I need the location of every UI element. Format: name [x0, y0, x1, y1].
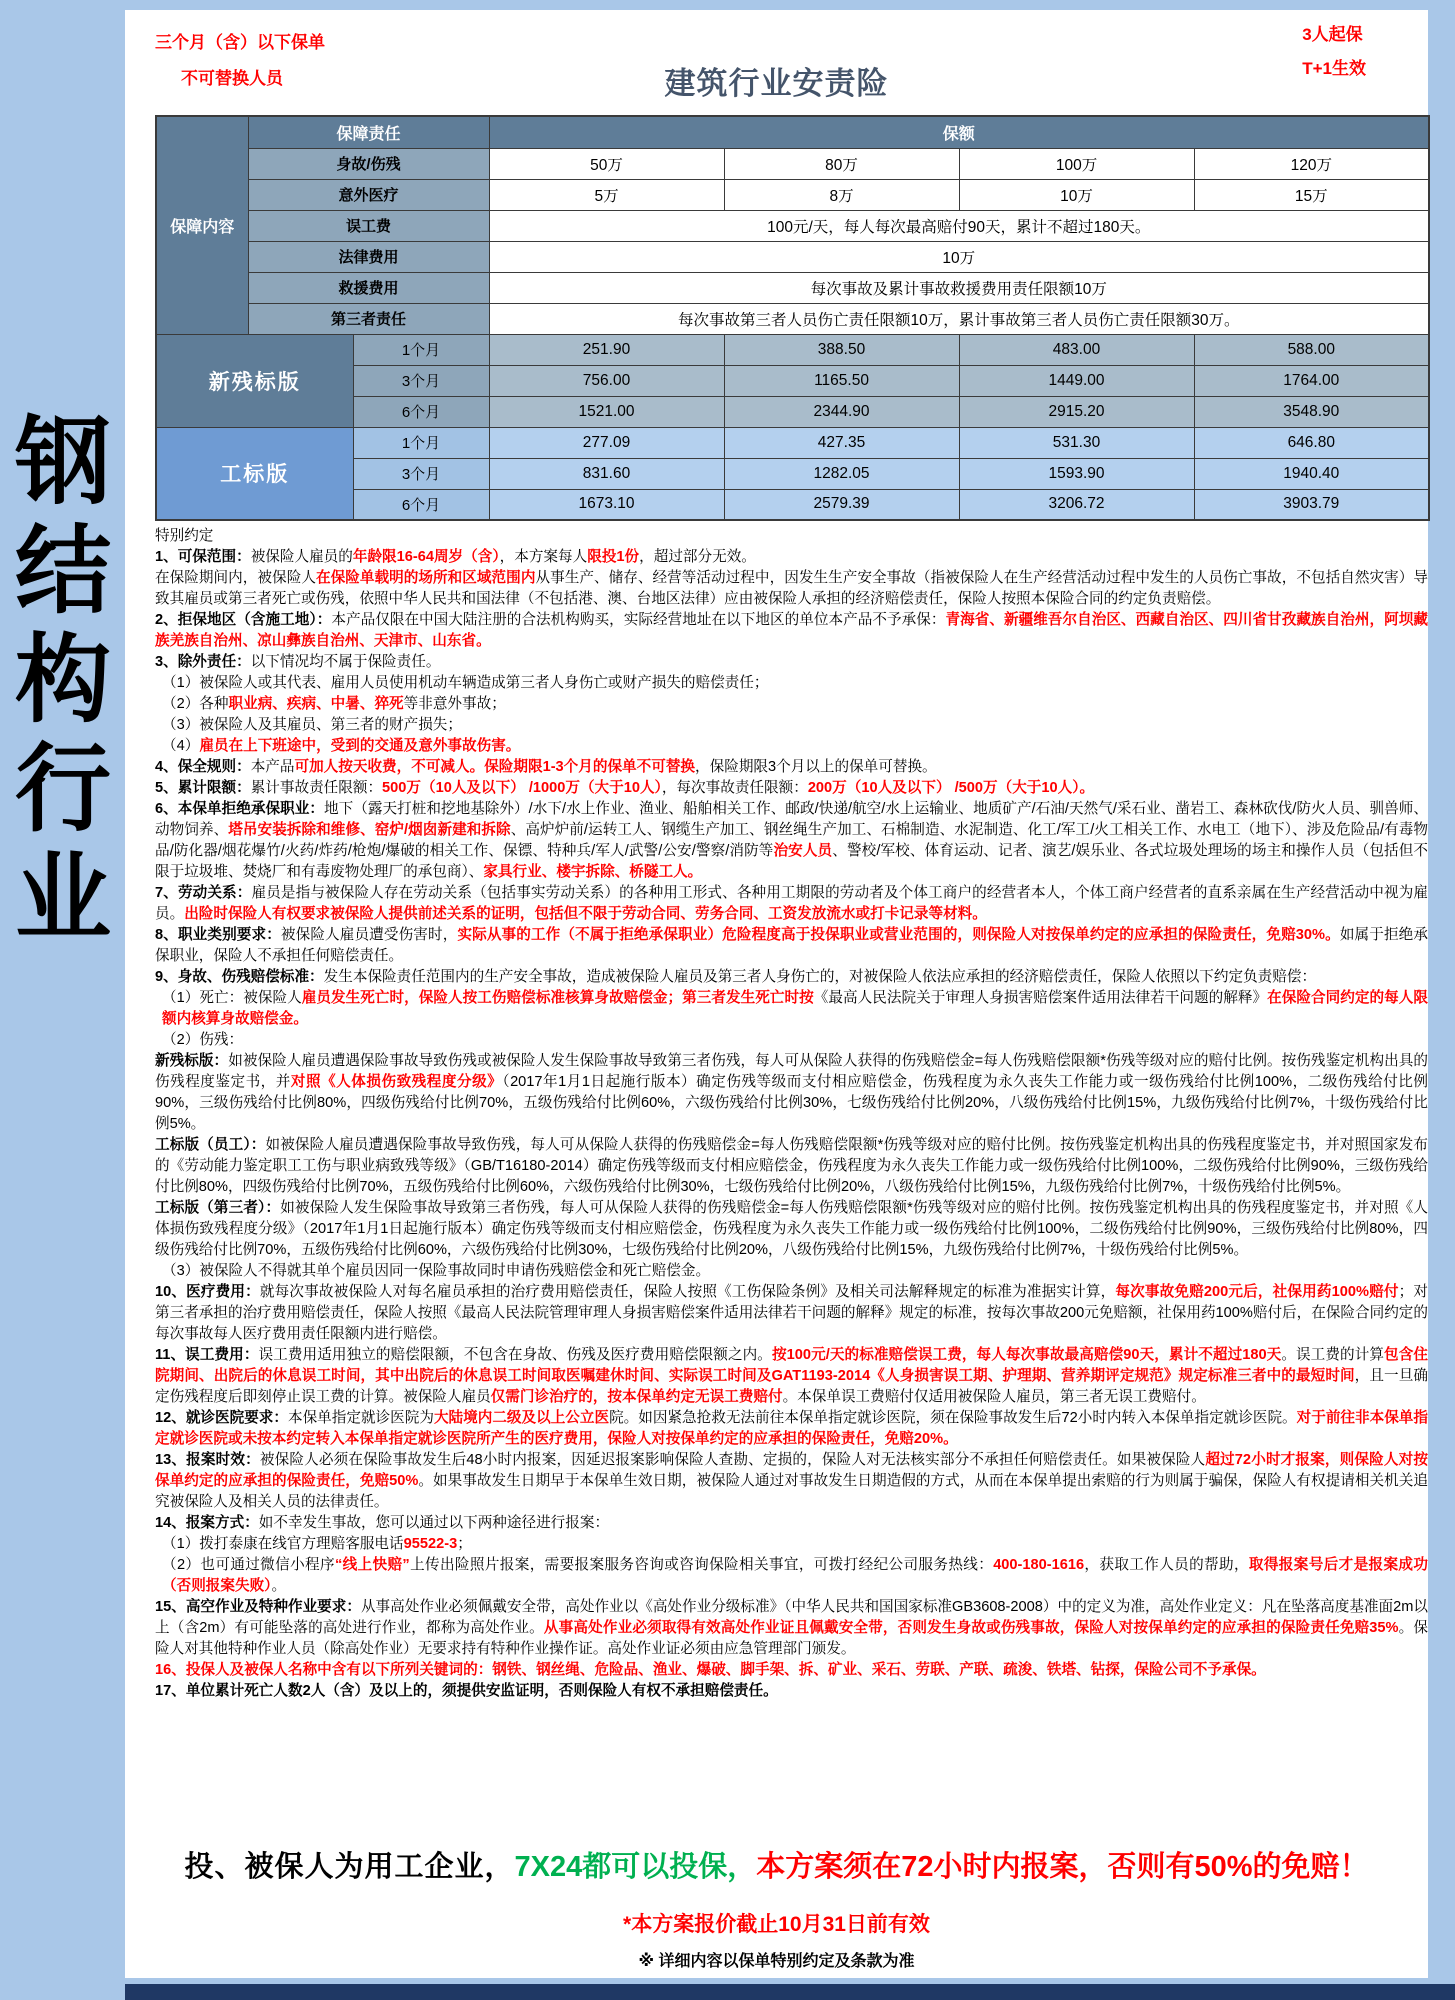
footer-headline	[125, 1850, 1428, 1884]
provision-text-run: 就每次事故被保险人对每名雇员承担的治疗费用赔偿责任，保险人按照《工伤保险条例》及相关司法解释规定的标准为准据实计算，	[259, 1284, 1116, 1300]
provision-text-run: 工标版（员工）：	[155, 1137, 266, 1153]
provisions-title: 特别约定	[155, 528, 214, 544]
provisions-section	[155, 526, 1428, 1702]
industry-vertical-label	[4, 408, 122, 953]
industry-character: 业	[15, 845, 111, 952]
provision-paragraph	[155, 799, 1428, 883]
premium-term-label: 3个月	[353, 458, 489, 489]
provision-text-run: （2）伤残：	[162, 1032, 244, 1048]
provision-text-run: （2）各种	[162, 696, 229, 712]
provision-paragraph	[155, 1408, 1428, 1450]
coverage-table	[155, 115, 1430, 521]
provision-text-run: 每次事故免赔200元后，社保用药100%赔付	[1115, 1284, 1399, 1300]
premium-value-cell: 1593.90	[959, 458, 1194, 489]
coverage-row	[156, 148, 1429, 179]
coverage-amount-cell: 每次事故及累计事故救援费用责任限额10万	[489, 272, 1429, 303]
premium-term-label: 6个月	[353, 396, 489, 427]
coverage-table-body	[156, 116, 1429, 520]
provision-text-run: 对照《人体损伤致残程度分级》	[290, 1074, 503, 1090]
premium-value-cell: 2344.90	[724, 396, 959, 427]
coverage-row	[156, 272, 1429, 303]
provision-text-run: 500万（10人及以下） /1000万（大于10人）	[382, 780, 662, 796]
provision-text-run: 地下（露天打桩和挖地基除外）/水下/水上作业、渔业、船舶相关工作、邮政/快递/航空/水上运输业、地质矿产/石油/天然气/采石业、凿岩工、森林砍伐/防火人员、驯兽师、动物饲养、	[155, 801, 1429, 838]
provision-text-run: 如属于拒绝承保职业，保险人不承担任何赔偿责任。	[155, 927, 1428, 964]
header-note-effective: T+1生效	[1302, 59, 1366, 78]
provision-text-run: 。	[271, 1578, 287, 1594]
coverage-row	[156, 241, 1429, 272]
premium-term-label: 1个月	[353, 427, 489, 458]
coverage-row-label: 身故/伤残	[248, 148, 489, 179]
premium-value-cell: 3548.90	[1194, 396, 1429, 427]
provision-text-run: 95522-3	[403, 1536, 458, 1552]
premium-term-label: 6个月	[353, 489, 489, 520]
bottom-accent-bar	[125, 1984, 1455, 2000]
header-right-notes	[1302, 26, 1366, 77]
provision-text-run: 17、单位累计死亡人数2人（含）及以上的，须提供安监证明，否则保险人有权不承担赔偿责任。	[155, 1683, 778, 1699]
provision-text-run: 6、本保单拒绝承保职业：	[155, 801, 324, 817]
provision-paragraph	[155, 967, 1428, 988]
coverage-row-label: 意外医疗	[248, 179, 489, 210]
provision-text-run: 以下情况均不属于保险责任。	[250, 654, 441, 670]
provision-text-run: 治安人员	[773, 843, 833, 859]
premium-value-cell: 3903.79	[1194, 489, 1429, 520]
provision-text-run: 如不幸发生事故，您可以通过以下两种途径进行报案：	[258, 1515, 610, 1531]
premium-value-cell: 427.35	[724, 427, 959, 458]
provision-text-run: 被保险人雇员的	[250, 549, 353, 565]
provision-text-run: 雇员发生死亡时，保险人按工伤赔偿标准核算身故赔偿金；第三者发生死亡时按	[301, 990, 814, 1006]
provision-text-run: 2、拒保地区（含施工地）：	[155, 612, 332, 628]
provision-text-run: 在保险合同约定的每人限额内核算身故赔偿金。	[162, 990, 1428, 1027]
premium-value-cell: 1940.40	[1194, 458, 1429, 489]
provision-text-run: 14、报案方式：	[155, 1515, 259, 1531]
provision-text-run: ，保险期限3个月以上的保单可替换。	[695, 759, 937, 775]
provision-text-run: 误工费用适用独立的赔偿限额，不包含在身故、伤残及医疗费用赔偿限额之内。	[258, 1347, 772, 1363]
provision-text-run: “线上快赔”	[334, 1557, 410, 1573]
premium-value-cell: 2579.39	[724, 489, 959, 520]
provision-text-run: 在保险单载明的场所和区域范围内	[315, 570, 536, 586]
provision-text-run: 16、投保人及被保人名称中含有以下所列关键词的：钢铁、钢丝绳、危险品、渔业、爆破、脚手架、拆、矿业、采石、劳联、产联、疏浚、铁塔、钻探，保险公司不予承保。	[155, 1662, 1266, 1678]
provision-text-run: 上传出险照片报案，需要报案服务咨询或咨询保险相关事宜，可拨打经纪公司服务热线：	[409, 1557, 994, 1573]
provision-paragraph	[155, 1198, 1428, 1261]
provision-text-run: ，本方案每人	[499, 549, 588, 565]
provision-paragraph	[155, 1660, 1428, 1681]
premium-value-cell: 831.60	[489, 458, 724, 489]
quote-validity-note: *本方案报价截止10月31日前有效	[623, 1913, 930, 1936]
provision-text-run: 家具行业、楼宇拆除、桥隧工人。	[483, 864, 703, 880]
coverage-row	[156, 210, 1429, 241]
coverage-amount-cell: 100万	[959, 148, 1194, 179]
industry-character: 行	[15, 736, 111, 843]
premium-value-cell: 1673.10	[489, 489, 724, 520]
coverage-row	[156, 179, 1429, 210]
provision-text-run: 在保险期间内，被保险人	[155, 570, 316, 586]
provision-paragraph	[155, 1450, 1428, 1513]
provision-text-run: 仅需门诊治疗的，按本保单约定无误工费赔付	[490, 1389, 783, 1405]
coverage-amount-cell: 80万	[724, 148, 959, 179]
premium-value-cell: 483.00	[959, 334, 1194, 365]
coverage-amount-cell: 每次事故第三者人员伤亡责任限额10万，累计事故第三者人员伤亡责任限额30万。	[489, 303, 1429, 334]
premium-value-cell: 2915.20	[959, 396, 1194, 427]
provision-text-run: 7、劳动关系：	[155, 885, 252, 901]
coverage-row-label: 法律费用	[248, 241, 489, 272]
premium-value-cell: 531.30	[959, 427, 1194, 458]
provision-paragraph	[155, 925, 1428, 967]
provision-text-run: 工标版（第三者）：	[155, 1200, 281, 1216]
headline-text-run: 投、被保人为用工企业，	[184, 1851, 515, 1883]
provision-text-run: （2）也可通过微信小程序	[162, 1557, 335, 1573]
premium-version-label: 新残标版	[156, 334, 353, 427]
provision-paragraph	[155, 715, 1428, 736]
column-header-liability: 保障责任	[248, 116, 489, 148]
provision-text-run: 本产品	[250, 759, 295, 775]
provision-text-run: 被保险人雇员遭受伤害时，	[280, 927, 458, 943]
coverage-row-label: 误工费	[248, 210, 489, 241]
provision-text-run: 对于前往非本保单指定就诊医院或未按本约定转入本保单指定就诊医院所产生的医疗费用，保险人对按保单约定的应承担的保险责任，免赔20%。	[155, 1410, 1428, 1447]
provision-text-run: 按100元/天的标准赔偿误工费，每人每次事故最高赔偿90天，累计不超过180天	[771, 1347, 1282, 1363]
provision-text-run: ，获取工作人员的帮助，	[1084, 1557, 1249, 1573]
provisions-list	[155, 547, 1428, 1702]
premium-value-cell: 277.09	[489, 427, 724, 458]
premium-row	[156, 427, 1429, 458]
provision-paragraph	[155, 778, 1428, 799]
provision-text-run: 、高炉炉前/运转工人、钢缆生产加工、钢丝绳生产加工、石棉制造、水泥制造、化工/军工/火工相关工作、水电工（地下）、涉及危险品/有毒物品/防化器/烟花爆竹/火药/炸药/枪炮/爆破的相关工作、保镖、特种兵/军人/武警/公安/警察/消防等	[155, 822, 1428, 859]
premium-value-cell: 1764.00	[1194, 365, 1429, 396]
coverage-amount-cell: 10万	[959, 179, 1194, 210]
provision-text-run: 限投1份	[587, 549, 640, 565]
premium-version-label: 工标版	[156, 427, 353, 520]
provision-paragraph	[155, 736, 1428, 757]
provision-text-run: 包含住院期间、出院后的休息误工时间，其中出院后的休息误工时间取医嘱建休时间、实际误工时间及GAT1193-2014《人身损害误工期、护理期、营养期评定规范》规定标准三者中的最短时间	[155, 1347, 1428, 1384]
provision-paragraph	[155, 652, 1428, 673]
provision-text-run: 200万（10人及以下） /500万（大于10人）。	[807, 780, 1095, 796]
provision-text-run: ；对第三者承担的治疗费用赔偿责任，保险人按照《最高人民法院管理审理人身损害赔偿案件适用法律若干问题的解释》规定的标准，按每次事故200元免赔额，社保用药100%赔付后，在保险合同约定的每次事故每人医疗费用责任限额内进行赔偿。	[155, 1284, 1428, 1342]
provision-text-run: 发生本保险责任范围内的生产安全事故，造成被保险人雇员及第三者人身伤亡的，对被保险人依法应承担的经济赔偿责任，保险人依照以下约定负责赔偿：	[323, 969, 1317, 985]
provision-paragraph	[155, 1681, 1428, 1702]
coverage-amount-cell: 120万	[1194, 148, 1429, 179]
premium-value-cell: 646.80	[1194, 427, 1429, 458]
provision-text-run: 本产品仅限在中国大陆注册的合法机构购买，实际经营地址在以下地区的单位本产品不予承保：	[331, 612, 946, 628]
premium-value-cell: 3206.72	[959, 489, 1194, 520]
provision-text-run: 、警校/军校、体育运动、记者、演艺/娱乐业、各式垃圾处理场的场主和操作人员（包括但不限于垃圾堆、焚烧厂和有毒废物处理厂的承包商）、	[155, 843, 1428, 880]
provision-text-run: 被保险人必须在保险事故发生后48小时内报案，因延迟报案影响保险人查勘、定损的，保险人对无法核实部分不承担任何赔偿责任。如果被保险人	[259, 1452, 1206, 1468]
terms-disclaimer-note: ※ 详细内容以保单特别约定及条款为准	[638, 1953, 915, 1970]
provision-text-run: （3）被保险人不得就其单个雇员因同一保险事故同时申请伤残赔偿金和死亡赔偿金。	[162, 1263, 711, 1279]
premium-term-label: 3个月	[353, 365, 489, 396]
industry-character: 钢	[15, 409, 111, 516]
coverage-amount-cell: 50万	[489, 148, 724, 179]
provision-text-run: 。误工费的计算	[1281, 1347, 1385, 1363]
premium-term-label: 1个月	[353, 334, 489, 365]
provision-text-run: 本保单指定就诊医院为	[287, 1410, 434, 1426]
provision-paragraph	[155, 673, 1428, 694]
provision-text-run: 实际从事的工作（不属于拒绝承保职业）危险程度高于投保职业或营业范围的，则保险人对按保单约定的应承担的保险责任，免赔30%。	[457, 927, 1340, 943]
provision-text-run: 11、误工费用：	[155, 1347, 259, 1363]
premium-value-cell: 1165.50	[724, 365, 959, 396]
provision-paragraph	[155, 610, 1428, 652]
insurance-sheet	[125, 10, 1428, 1978]
provision-text-run: 如被保险人雇员遭遇保险事故导致伤残，每人可从保险人获得的伤残赔偿金=每人伤残赔偿限额*伤残等级对应的赔付比例。按伤残鉴定机构出具的伤残程度鉴定书，并对照国家发布的《劳动能力鉴定职工工伤与职业病致残等级》（GB/T16180-2014）确定伤残等级而支付相应赔偿金，伤残程度为永久丧失工作能力或一级伤残给付比例100%，二级伤残给付比例90%，三级伤残给付比例80%，四级伤残给付比例70%，五级伤残给付比例60%，六级伤残给付比例30%，七级伤残给付比例20%，八级伤残给付比例15%，九级伤残给付比例7%，十级伤残给付比例5%。	[155, 1137, 1428, 1195]
provision-text-run: ，超过部分无效。	[639, 549, 756, 565]
provision-paragraph	[155, 883, 1428, 925]
provision-text-run: 年龄限16-64周岁（含）	[352, 549, 500, 565]
provision-text-run: 取得报案号后才是报案成功（否则报案失败）	[162, 1557, 1428, 1594]
coverage-row	[156, 303, 1429, 334]
provision-text-run: 如被保险人发生保险事故导致第三者伤残，每人可从保险人获得的伤残赔偿金=每人伤残赔偿限额*伤残等级对应的赔付比例。按伤残鉴定机构出具的伤残程度鉴定书，并对照《人体损伤致残程度分级》（2017年1月1日起施行版本）确定伤残等级而支付相应赔偿金，伤残程度为永久丧失工作能力或一级伤残给付比例100%，二级伤残给付比例90%，三级伤残给付比例80%，四级伤残给付比例70%，五级伤残给付比例60%，六级伤残给付比例30%，七级伤残给付比例20%，八级伤残给付比例15%，九级伤残给付比例7%，十级伤残给付比例5%。	[155, 1200, 1428, 1258]
table-header-row	[156, 116, 1429, 148]
provision-text-run: 。如果事故发生日期早于本保单生效日期，被保险人通过对事故发生日期造假的方式，从而在本保单提出索赔的行为则属于骗保，保险人有权提请相关机关追究被保险人及相关人员的法律责任。	[155, 1473, 1428, 1510]
provision-text-run: 5、累计限额：	[155, 780, 251, 796]
provision-text-run: 从事高处作业必须取得有效高处作业证且佩戴安全带，否则发生身故或伤残事故，保险人对按保单约定的应承担的保险责任免赔35%	[543, 1620, 1399, 1636]
provision-paragraph	[155, 1597, 1428, 1660]
provision-text-run: 院。如因紧急抢救无法前往本保单指定就诊医院，须在保险事故发生后72小时内转入本保单指定就诊医院。	[609, 1410, 1297, 1426]
provision-text-run: 8、职业类别要求：	[155, 927, 281, 943]
header-note-no-replace: 不可替换人员	[181, 69, 283, 88]
provision-paragraph	[155, 1534, 1428, 1555]
coverage-amount-cell: 15万	[1194, 179, 1429, 210]
coverage-row-label: 救援费用	[248, 272, 489, 303]
provision-text-run: 12、就诊医院要求：	[155, 1410, 288, 1426]
provision-text-run: ，且一旦确定伤残程度后即刻停止误工费的计算。被保险人雇员	[155, 1368, 1428, 1405]
provision-text-run: 15、高空作业及特种作业要求：	[155, 1599, 361, 1615]
provision-text-run: 等非意外事故；	[403, 696, 506, 712]
provision-text-run: 3、除外责任：	[155, 654, 251, 670]
provision-text-run: （2017年1月1日起施行版本）确定伤残等级而支付相应赔偿金，伤残程度为永久丧失工作能力或一级伤残给付比例100%，二级伤残给付比例90%，三级伤残给付比例80%，四级伤残给付比例70%，五级伤残给付比例60%，六级伤残给付比例30%，七级伤残给付比例20%，八级伤残给付比例15%，九级伤残给付比例7%，十级伤残给付比例5%。	[155, 1074, 1428, 1132]
coverage-amount-cell: 8万	[724, 179, 959, 210]
premium-value-cell: 756.00	[489, 365, 724, 396]
provision-text-run: 超过72小时才报案，则保险人对按保单约定的应承担的保险责任，免赔50%	[155, 1452, 1429, 1489]
provision-text-run: （1）被保险人或其代表、雇用人员使用机动车辆造成第三者人身伤亡或财产损失的赔偿责任；	[162, 675, 769, 691]
premium-row	[156, 334, 1429, 365]
provision-text-run: 新残标版：	[155, 1053, 229, 1069]
coverage-row-label: 第三者责任	[248, 303, 489, 334]
provision-text-run: （1）拨打泰康在线官方理赔客服电话	[162, 1536, 404, 1552]
column-header-amount: 保额	[489, 116, 1429, 148]
premium-value-cell: 388.50	[724, 334, 959, 365]
provision-text-run: 9、身故、伤残赔偿标准：	[155, 969, 324, 985]
industry-character: 构	[15, 627, 111, 734]
premium-value-cell: 588.00	[1194, 334, 1429, 365]
provision-text-run: 职业病、疾病、中暑、猝死	[228, 696, 404, 712]
premium-value-cell: 1282.05	[724, 458, 959, 489]
provision-text-run: 400-180-1616	[993, 1557, 1085, 1573]
provision-text-run: 4、保全规则：	[155, 759, 251, 775]
header-note-short-policy: 三个月（含）以下保单	[155, 33, 325, 52]
provision-text-run: ，每次事故责任限额：	[661, 780, 808, 796]
provision-paragraph	[155, 988, 1428, 1030]
provision-text-run: 。本保单误工费赔付仅适用被保险人雇员，第三者无误工费赔付。	[782, 1389, 1206, 1405]
provision-paragraph	[155, 1135, 1428, 1198]
provision-text-run: 10、医疗费用：	[155, 1284, 260, 1300]
provision-text-run: 出险时保险人有权要求被保险人提供前述关系的证明，包括但不限于劳动合同、劳务合同、工资发放流水或打卡记录等材料。	[184, 906, 987, 922]
provision-paragraph	[155, 547, 1428, 568]
provision-paragraph	[155, 1345, 1428, 1408]
premium-value-cell: 1521.00	[489, 396, 724, 427]
page-title: 建筑行业安责险	[664, 66, 889, 101]
provision-paragraph	[155, 1051, 1428, 1135]
headline-text-run: 本方案须在72小时内报案，否则有50%的免赔！	[756, 1851, 1369, 1883]
provision-paragraph	[155, 1030, 1428, 1051]
table-corner-label: 保障内容	[156, 116, 248, 334]
provision-text-run: 塔吊安装拆除和维修、窑炉/烟囱新建和拆除	[228, 822, 511, 838]
provision-text-run: （4）	[162, 738, 200, 754]
provision-text-run: 青海省、新疆维吾尔自治区、西藏自治区、四川省甘孜藏族自治州，阿坝藏族羌族自治州、凉山彝族自治州、天津市、山东省。	[155, 612, 1428, 649]
provision-text-run: 。保险人对其他特种作业人员（除高处作业）无要求持有特种作业操作证。高处作业证必须由应急管理部门颁发。	[155, 1620, 1428, 1657]
provision-paragraph	[155, 1555, 1428, 1597]
coverage-amount-cell: 100元/天，每人每次最高赔付90天，累计不超过180天。	[489, 210, 1429, 241]
provision-paragraph	[155, 568, 1428, 610]
provision-text-run: 13、报案时效：	[155, 1452, 260, 1468]
provision-text-run: 累计事故责任限额：	[250, 780, 383, 796]
coverage-amount-cell: 5万	[489, 179, 724, 210]
provision-paragraph	[155, 1282, 1428, 1345]
headline-text-run: 7X24都可以投保，	[514, 1851, 757, 1883]
provision-paragraph	[155, 1513, 1428, 1534]
provision-paragraph	[155, 757, 1428, 778]
industry-character: 结	[15, 518, 111, 625]
provision-text-run: （1）死亡：被保险人	[162, 990, 302, 1006]
provision-paragraph	[155, 1261, 1428, 1282]
provision-text-run: 大陆境内二级及以上公立医	[433, 1410, 610, 1426]
provision-paragraph	[155, 694, 1428, 715]
provision-text-run: 《最高人民法院关于审理人身损害赔偿案件适用法律若干问题的解释》	[813, 990, 1268, 1006]
provision-text-run: 雇员是指与被保险人存在劳动关系（包括事实劳动关系）的各种用工形式、各种用工期限的劳动者及个体工商户的经营者本人，个体工商户经营者的直系亲属在生产经营活动中视为雇员。	[155, 885, 1428, 922]
header-note-min-insured: 3人起保	[1302, 25, 1363, 44]
provision-text-run: （3）被保险人及其雇员、第三者的财产损失；	[162, 717, 462, 733]
provision-text-run: ；	[457, 1536, 472, 1552]
premium-value-cell: 1449.00	[959, 365, 1194, 396]
provision-text-run: 从事高处作业必须佩戴安全带，高处作业以《高处作业分级标准》（中华人民共和国国家标准GB3608-2008）中的定义为准，高处作业定义：凡在坠落高度基准面2m以上（含2m）有可能坠落的高处进行作业，都称为高处作业。	[155, 1599, 1428, 1636]
provision-text-run: 如被保险人雇员遭遇保险事故导致伤残或被保险人发生保险事故导致第三者伤残，每人可从保险人获得的伤残赔偿金=每人伤残赔偿限额*伤残等级对应的赔付比例。按伤残鉴定机构出具的伤残程度鉴定书，并	[155, 1053, 1428, 1090]
provision-text-run: 雇员在上下班途中，受到的交通及意外事故伤害。	[199, 738, 521, 754]
provision-text-run: 1、可保范围：	[155, 549, 251, 565]
premium-value-cell: 251.90	[489, 334, 724, 365]
provision-text-run: 可加人按天收费，不可减人。保险期限1-3个月的保单不可替换	[294, 759, 696, 775]
coverage-amount-cell: 10万	[489, 241, 1429, 272]
provision-text-run: 从事生产、储存、经营等活动过程中，因发生生产安全事故（指被保险人在生产经营活动过程中发生的人员伤亡事故，不包括自然灾害）导致其雇员或第三者死亡或伤残，依照中华人民共和国法律（不包括港、澳、台地区法律）应由被保险人承担的经济赔偿责任，保险人按照本保险合同的约定负责赔偿。	[155, 570, 1428, 607]
